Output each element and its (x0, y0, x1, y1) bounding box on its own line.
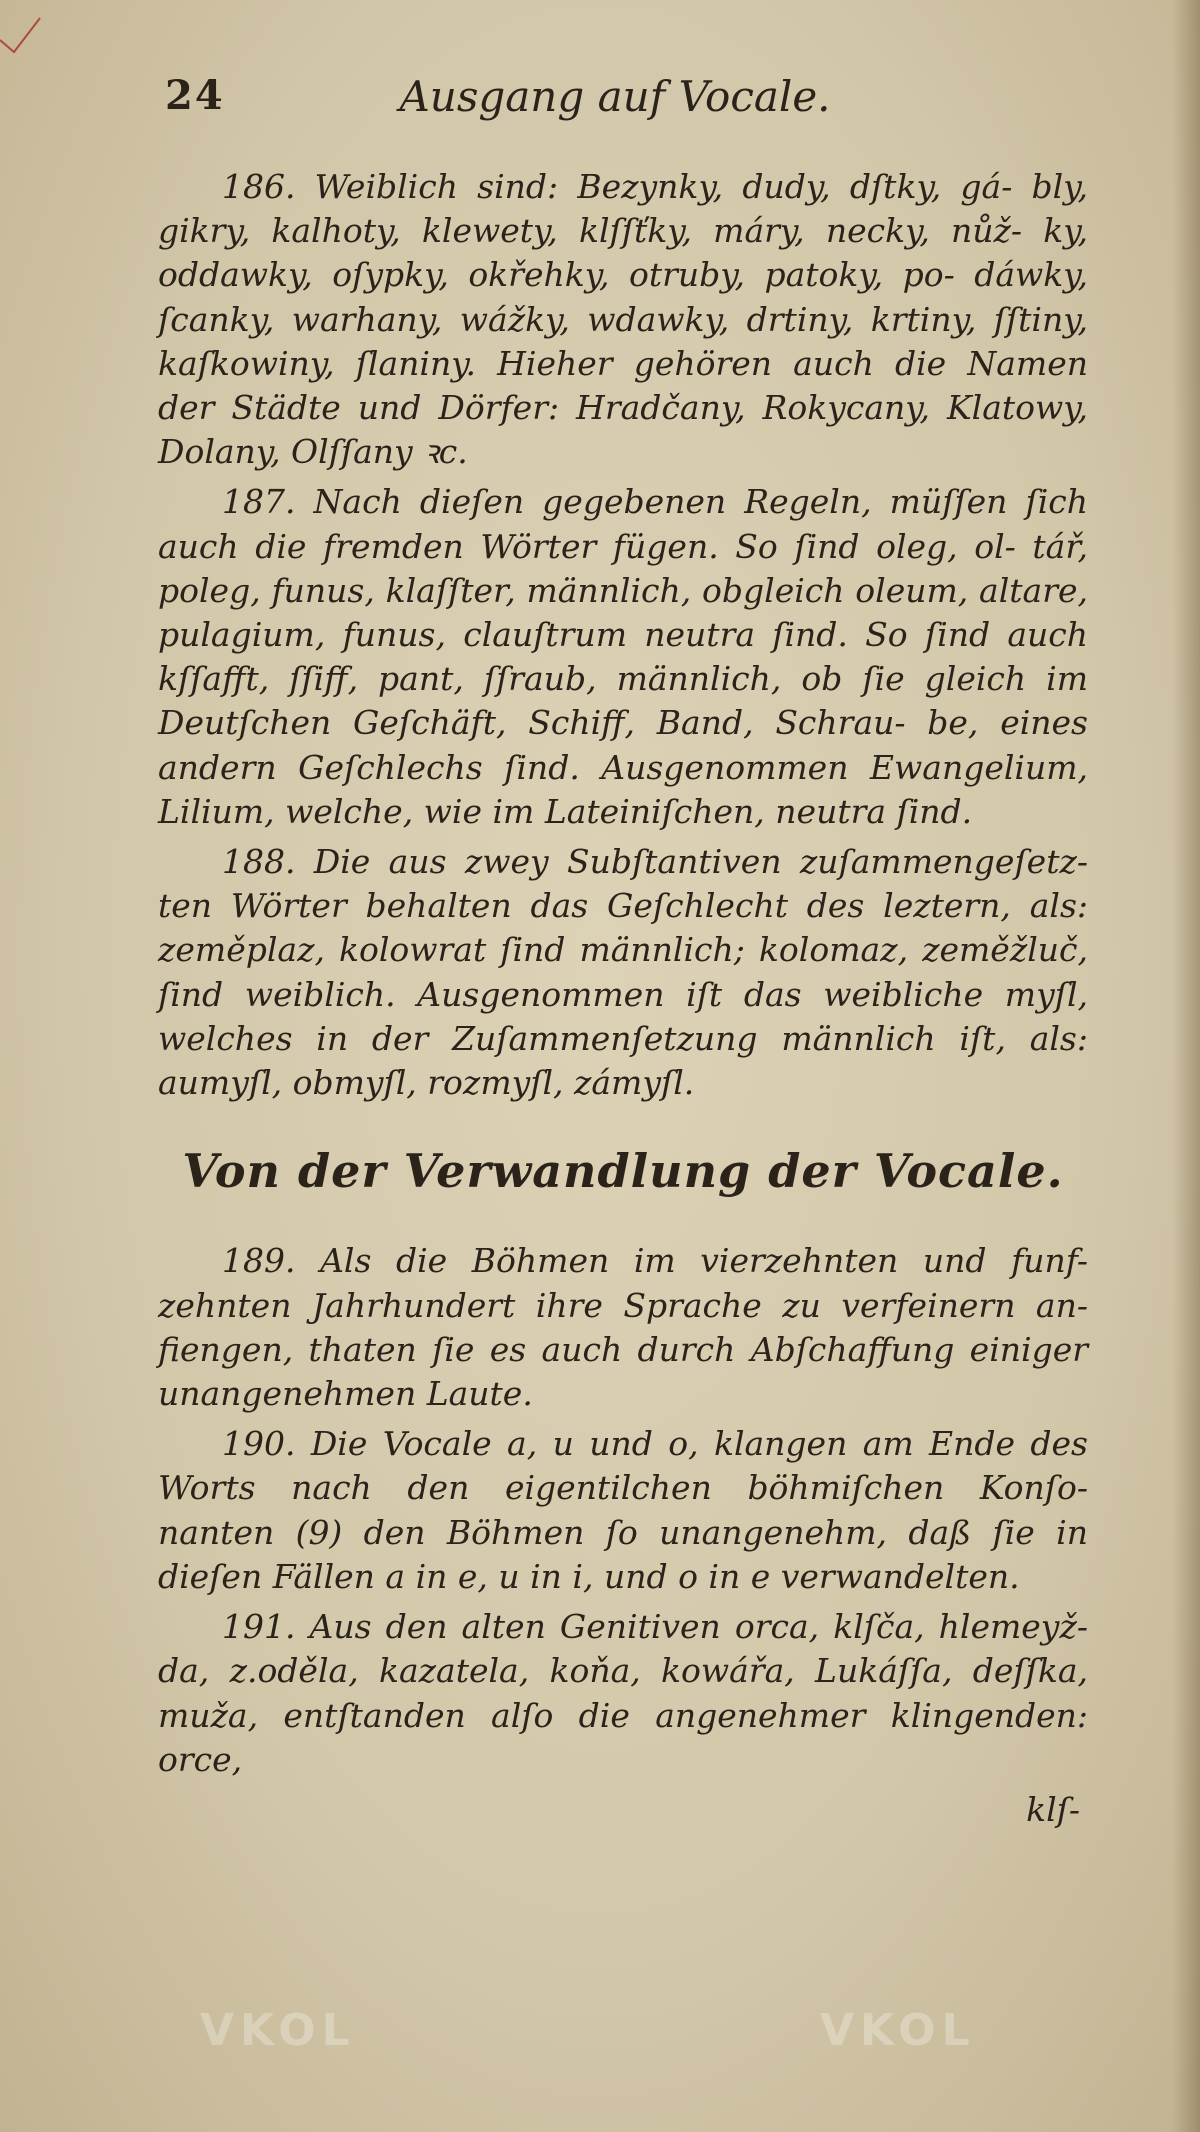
paragraph-188: 188. Die aus zwey Subſtantiven zuſammengeſetz- ten Wörter behalten das Geſchlecht des leztern, als: zeměplaz, kolowrat ſind männlich; kolomaz, zeměžluč, ſind weiblich. Ausgenommen iſt das weibliche myſl, welches in der Zuſammenſetzung männlich iſt, als: aumyſl, obmyſl, rozmyſl, zámyſl. (158, 842, 1088, 1103)
paragraph-190: 190. Die Vocale a, u und o, klangen am Ende des Worts nach den eigentilchen böhmiſchen Konſo- nanten (9) den Böhmen ſo unangenehm, daß ſie in dieſen Fällen a in e, u in i, und o in e verwandelten. (158, 1424, 1088, 1596)
catchword: klſ- (1026, 1789, 1080, 1829)
section-heading: Von der Verwandlung der Vocale. (182, 1144, 1064, 1199)
page-edge-shadow (1172, 0, 1200, 2132)
paragraph-187: 187. Nach dieſen gegebenen Regeln, müſſen ſich auch die fremden Wörter fügen. So ſind oleg, ol- tář, poleg, funus, klaſſter, männlich, obgleich oleum, altare, pulagium, funus, clauſtrum neutra ſind. So ſind auch kſſafft, ſſiff, pant, ſſraub, männlich, ob ſie gleich im Deutſchen Geſchäft, Schiff, Band, Schrau- be, eines andern Geſchlechs ſind. Ausgenommen Ewangelium, Lilium, welche, wie im Lateiniſchen, neutra ſind. (158, 482, 1088, 831)
corner-pencil-mark (0, 0, 70, 60)
running-title: Ausgang auf Vocale. (399, 72, 831, 121)
paragraph-191: 191. Aus den alten Genitiven orca, klſča, hlemeyž- da, z.oděla, kazatela, koňa, kowářa, Lukáſſa, deſſka, muža, entſtanden alſo die angenehmer klingenden: orce, (158, 1607, 1088, 1779)
watermark-left: VKOL (200, 2005, 356, 2056)
main-text (158, 165, 1088, 1832)
watermark-right: VKOL (820, 2005, 976, 2056)
paragraph-186: 186. Weiblich sind: Bezynky, dudy, dſtky, gá- bly, gikry, kalhoty, klewety, klſſťky, máry, necky, nůž- ky, oddawky, oſypky, okřehky, otruby, patoky, po- dáwky, ſcanky, warhany, wážky, wdawky, drtiny, krtiny, ſſtiny, kaſkowiny, ſlaniny. Hieher gehören auch die Namen der Städte und Dörfer: Hradčany, Rokycany, Klatowy, Dolany, Olſſany ꝛc. (158, 167, 1088, 472)
paragraph-189: 189. Als die Böhmen im vierzehnten und funf- zehnten Jahrhundert ihre Sprache zu verfeinern an- fiengen, thaten ſie es auch durch Abſchaffung einiger unangenehmen Laute. (158, 1241, 1088, 1414)
page-number: 24 (165, 72, 225, 119)
page-header (165, 72, 1065, 132)
